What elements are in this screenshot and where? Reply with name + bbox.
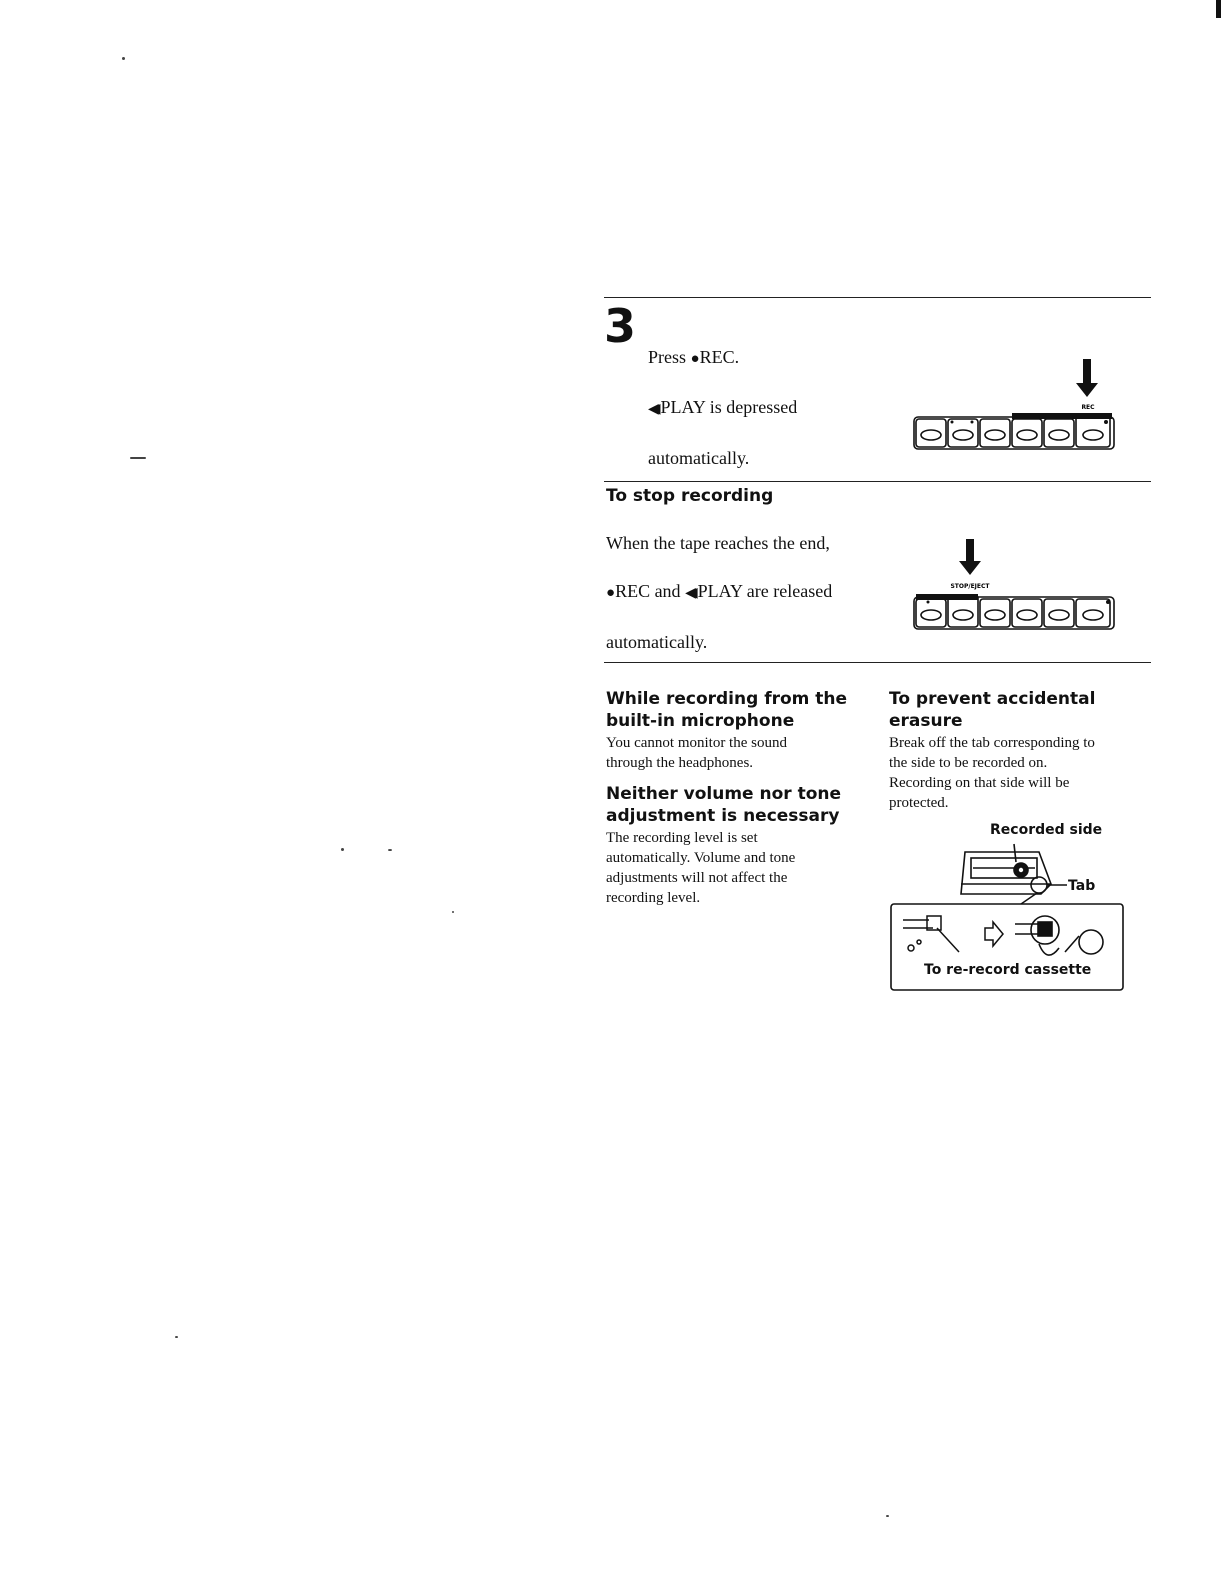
rec-button-label: REC xyxy=(1081,404,1095,411)
arrow-right-icon xyxy=(985,922,1003,946)
button-row xyxy=(914,595,1114,629)
scan-speck xyxy=(130,457,146,459)
step3-line3: automatically. xyxy=(648,448,750,468)
step3-line2: ◀◀ PLAY is depressed xyxy=(648,395,888,422)
stop-recording-heading: To stop recording xyxy=(606,486,774,506)
cassette-icon xyxy=(961,844,1051,894)
step3-line1: Press ● REC. xyxy=(648,345,888,371)
stop-line1: When the tape reaches the end, xyxy=(606,533,830,553)
erasure-heading: To prevent accidental erasure xyxy=(889,689,1096,731)
notes-right-column xyxy=(889,688,1151,813)
tab-label: Tab xyxy=(1068,878,1096,894)
play-symbol xyxy=(648,397,661,417)
tape-cover-icon xyxy=(1015,916,1103,955)
scan-speck xyxy=(1216,0,1221,18)
stop-line3: automatically. xyxy=(606,632,708,652)
scan-speck xyxy=(175,1336,178,1338)
screwdriver-icon xyxy=(903,916,959,952)
rerecord-label: To re-record cassette xyxy=(924,962,1092,978)
down-arrow-icon xyxy=(1076,359,1098,397)
microphone-body: You cannot monitor the sound through the headphones. xyxy=(606,735,787,771)
scan-speck xyxy=(388,849,392,851)
pressed-buttons-bar xyxy=(916,594,978,600)
notes-left-column xyxy=(606,688,866,908)
microphone-heading: While recording from the built-in microphone xyxy=(606,689,848,731)
step3-text xyxy=(648,321,888,494)
section-rule xyxy=(604,297,1151,298)
stop-recording-text xyxy=(606,507,906,678)
scan-speck xyxy=(886,1515,889,1517)
rec-symbol xyxy=(606,581,615,601)
rec-symbol xyxy=(691,347,700,367)
cassette-controls-rec-figure xyxy=(912,355,1122,455)
cassette-controls-stop-figure xyxy=(912,535,1122,635)
scan-speck xyxy=(341,848,344,851)
erasure-body: Break off the tab corresponding to the side to be recorded on. Recording on that side will be protected. xyxy=(889,735,1095,811)
volume-tone-body: The recording level is set automatically. Volume and tone adjustments will not affect the recording level. xyxy=(606,830,796,906)
button-row xyxy=(914,415,1114,449)
stop-eject-button-label: STOP/EJECT xyxy=(950,583,990,590)
step-number: 3 xyxy=(604,299,637,353)
scan-speck xyxy=(452,911,454,913)
down-arrow-icon xyxy=(959,539,981,575)
stop-line2: ● REC and ◀◀ PLAY are released xyxy=(606,579,906,606)
volume-tone-heading: Neither volume nor tone adjustment is necessary xyxy=(606,784,842,826)
pressed-buttons-bar xyxy=(1012,413,1112,419)
scan-speck xyxy=(122,57,125,60)
section-rule xyxy=(604,662,1151,663)
recorded-side-label: Recorded side xyxy=(990,822,1103,838)
section-rule xyxy=(604,481,1151,482)
play-symbol xyxy=(685,581,698,601)
